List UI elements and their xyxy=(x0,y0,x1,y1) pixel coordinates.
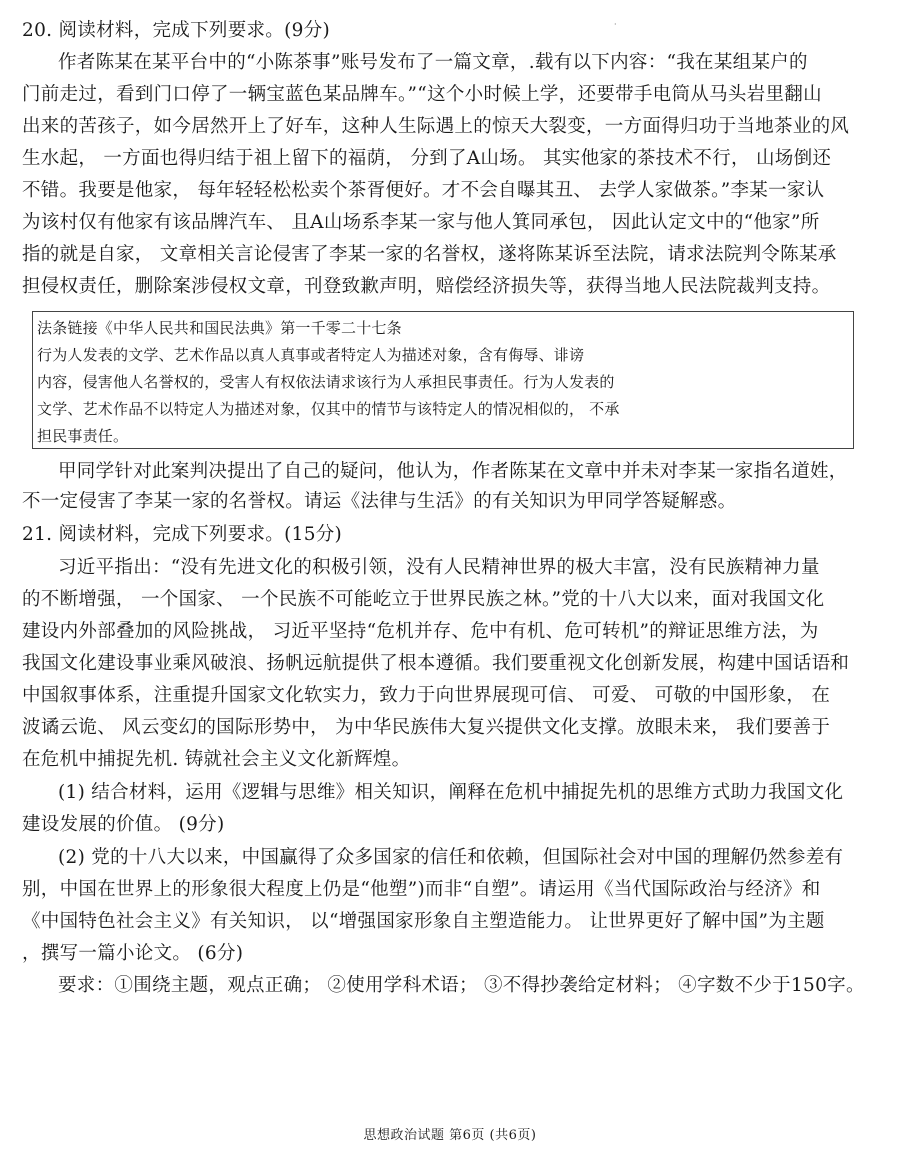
law-box-line: 担民事责任。 xyxy=(37,427,129,445)
scan-speck: · xyxy=(614,20,617,29)
law-box-line: 行为人发表的文学、艺术作品以真人真事或者特定人为描述对象，含有侮辱、诽谤 xyxy=(37,346,585,364)
q20-paragraph-line: 不错。我要是他家， 每年轻轻松松卖个茶胥便好。才不会自曝其丑、 去学人家做茶。”李某一家认 xyxy=(22,180,825,201)
q20-question-line: 甲同学针对此案判决提出了自己的疑问，他认为，作者陈某在文章中并未对李某一家指名道姓， xyxy=(58,461,848,482)
q20-paragraph-line: 出来的苦孩子，如今居然开上了好车，这种人生际遇上的惊天大裂变，一方面得归功于当地茶业的风 xyxy=(22,116,850,137)
law-box-title: 法条链接《中华人民共和国民法典》第一千零二十七条 xyxy=(37,319,402,337)
law-box-line: 内容，侵害他人名誉权的，受害人有权依法请求该行为人承担民事责任。行为人发表的 xyxy=(37,373,615,391)
q21-paragraph-line: 在危机中捕捉先机. 铸就社会主义文化新辉煌。 xyxy=(22,749,411,770)
q21-subquestion-2-cont: 别，中国在世界上的形象很大程度上仍是“他塑”)而非“自塑”。请运用《当代国际政治与经济》和 xyxy=(22,879,821,900)
law-excerpt-box xyxy=(32,311,854,449)
q21-subquestion-1-cont: 建设发展的价值。 (9分) xyxy=(22,814,225,835)
q20-question-line: 不一定侵害了李某一家的名誉权。请运《法律与生活》的有关知识为甲同学答疑解惑。 xyxy=(22,491,737,512)
q20-paragraph-line: 门前走过，看到门口停了一辆宝蓝色某品牌车。”“这个小时候上学，还要带手电筒从马头岩里翻山 xyxy=(22,84,822,105)
question-21-header: 21. 阅读材料，完成下列要求。(15分) xyxy=(22,524,343,545)
q21-paragraph-line: 波谲云诡、 风云变幻的国际形势中， 为中华民族伟大复兴提供文化支撑。放眼未来， 我们要善于 xyxy=(22,717,831,738)
q20-paragraph-line: 生水起， 一方面也得归结于祖上留下的福荫， 分到了A山场。 其实他家的茶技术不行， 山场倒还 xyxy=(22,148,832,169)
q21-paragraph-line: 我国文化建设事业乘风破浪、扬帆远航提供了根本遵循。我们要重视文化创新发展，构建中国话语和 xyxy=(22,653,850,674)
q21-paragraph-line: 习近平指出：“没有先进文化的积极引领，没有人民精神世界的极大丰富，没有民族精神力量 xyxy=(58,557,820,578)
q21-requirements: 要求：①围绕主题，观点正确； ②使用学科术语； ③不得抄袭给定材料； ④字数不少于150字。 xyxy=(58,975,865,996)
page-footer: 思想政治试题 第6页 (共6页) xyxy=(363,1128,537,1143)
q20-paragraph-line: 指的就是自家， 文章相关言论侵害了李某一家的名誉权，遂将陈某诉至法院，请求法院判令陈某承 xyxy=(22,244,837,265)
q21-subquestion-2-cont: ，撰写一篇小论文。 (6分) xyxy=(22,943,244,964)
q21-paragraph-line: 建设内外部叠加的风险挑战， 习近平坚持“危机并存、危中有机、危可转机”的辩证思维方法，为 xyxy=(22,621,819,642)
law-box-line: 文学、艺术作品不以特定人为描述对象，仅其中的情节与该特定人的情况相似的， 不承 xyxy=(37,400,620,418)
question-20-header: 20. 阅读材料，完成下列要求。(9分) xyxy=(22,20,331,41)
q20-paragraph-line: 作者陈某在某平台中的“小陈茶事”账号发布了一篇文章，.载有以下内容：“我在某组某户的 xyxy=(58,52,808,73)
q21-subquestion-2-cont: 《中国特色社会主义》有关知识， 以“增强国家形象自主塑造能力。 让世界更好了解中国”为主题 xyxy=(22,911,825,932)
q21-subquestion-2: (2) 党的十八大以来，中国赢得了众多国家的信任和依赖，但国际社会对中国的理解仍然参差有 xyxy=(58,847,844,868)
q20-paragraph-line: 为该村仅有他家有该品牌汽车、 且A山场系李某一家与他人箕同承包， 因此认定文中的“他家”所 xyxy=(22,212,820,233)
q21-subquestion-1: (1) 结合材料，运用《逻辑与思维》相关知识，阐释在危机中捕捉先机的思维方式助力我国文化 xyxy=(58,782,844,803)
q20-paragraph-line: 担侵权责任，删除案涉侵权文章，刊登致歉声明，赔偿经济损失等，获得当地人民法院裁判支持。 xyxy=(22,276,831,297)
q21-paragraph-line: 的不断增强， 一个国家、 一个民族不可能屹立于世界民族之林。”党的十八大以来，面对我国文化 xyxy=(22,589,825,610)
q21-paragraph-line: 中国叙事体系，注重提升国家文化软实力，致力于向世界展现可信、 可爱、 可敬的中国形象， 在 xyxy=(22,685,831,706)
